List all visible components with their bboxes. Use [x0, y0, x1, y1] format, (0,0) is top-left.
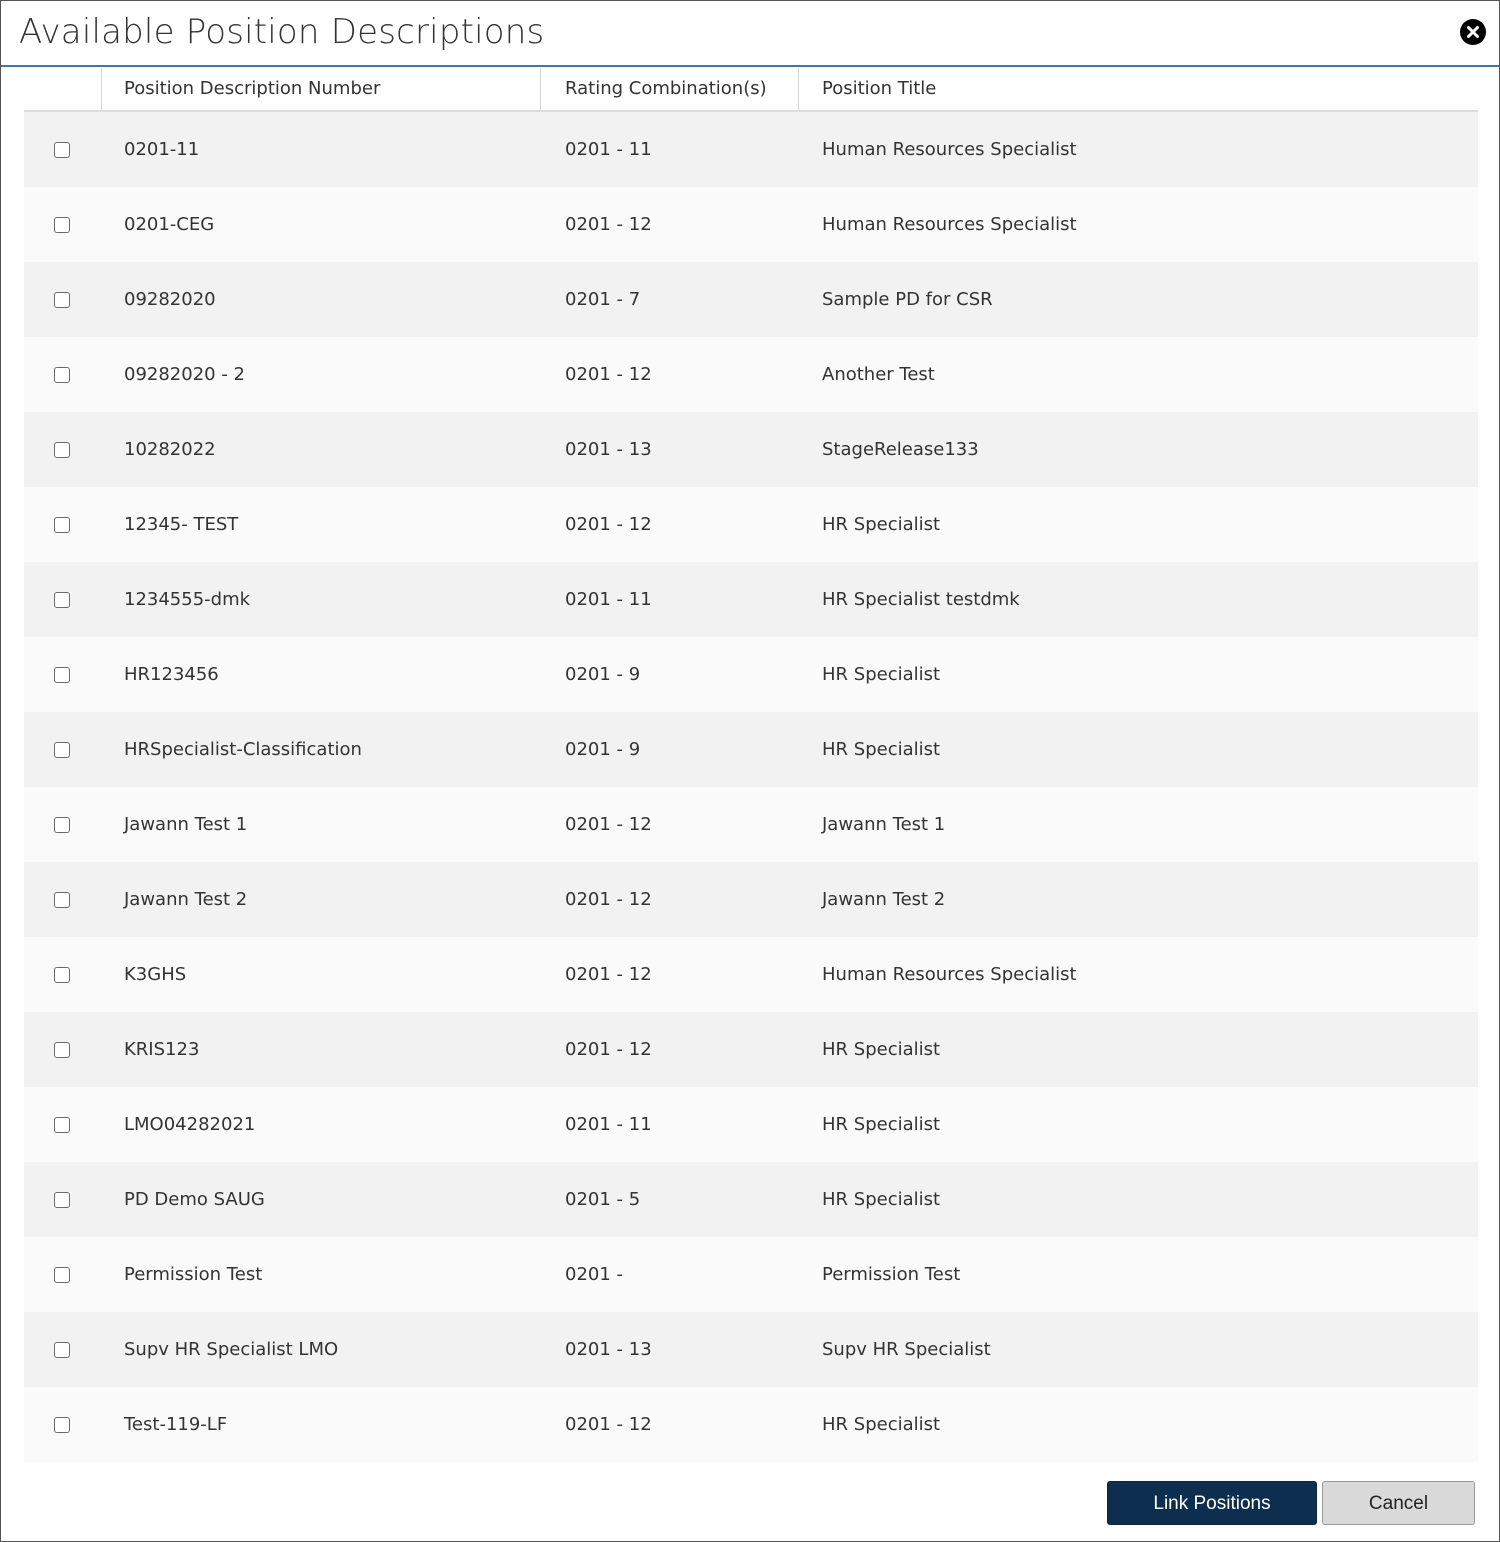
table-row[interactable]	[24, 1237, 1478, 1312]
cell-rating-combination: 0201 - 12	[565, 214, 652, 235]
cancel-button[interactable]: Cancel	[1322, 1481, 1475, 1525]
cell-position-title: Jawann Test 2	[822, 889, 946, 910]
row-checkbox[interactable]	[54, 742, 70, 758]
cell-pd-number: K3GHS	[124, 964, 187, 985]
table-row[interactable]	[24, 337, 1478, 412]
cell-position-title: Human Resources Specialist	[822, 214, 1077, 235]
row-checkbox[interactable]	[54, 292, 70, 308]
cell-pd-number: PD Demo SAUG	[124, 1189, 265, 1210]
column-header-title[interactable]: Position Title	[822, 78, 937, 99]
cell-rating-combination: 0201 - 11	[565, 589, 652, 610]
column-header-rating[interactable]: Rating Combination(s)	[565, 78, 767, 99]
cell-pd-number: 12345- TEST	[124, 514, 239, 535]
cell-position-title: Jawann Test 1	[822, 814, 946, 835]
cell-pd-number: 10282022	[124, 439, 216, 460]
cell-rating-combination: 0201 - 12	[565, 964, 652, 985]
cell-pd-number: Supv HR Specialist LMO	[124, 1339, 339, 1360]
table-row[interactable]	[24, 412, 1478, 487]
row-checkbox[interactable]	[54, 517, 70, 533]
row-checkbox[interactable]	[54, 142, 70, 158]
cell-rating-combination: 0201 - 11	[565, 1114, 652, 1135]
row-checkbox[interactable]	[54, 892, 70, 908]
table-body	[24, 112, 1478, 1462]
row-checkbox[interactable]	[54, 1342, 70, 1358]
cell-pd-number: HR123456	[124, 664, 219, 685]
cell-rating-combination: 0201 - 12	[565, 814, 652, 835]
cell-rating-combination: 0201 - 5	[565, 1189, 641, 1210]
cell-pd-number: 09282020	[124, 289, 216, 310]
cell-rating-combination: 0201 - 12	[565, 889, 652, 910]
cell-rating-combination: 0201 - 13	[565, 439, 652, 460]
cell-pd-number: Test-119-LF	[124, 1414, 228, 1435]
column-header-number[interactable]: Position Description Number	[124, 78, 381, 99]
close-icon[interactable]	[1460, 19, 1486, 45]
row-checkbox[interactable]	[54, 1417, 70, 1433]
positions-table	[24, 68, 1478, 1462]
cell-pd-number: KRIS123	[124, 1039, 200, 1060]
table-row[interactable]	[24, 712, 1478, 787]
cell-pd-number: 0201-CEG	[124, 214, 215, 235]
cell-position-title: Human Resources Specialist	[822, 139, 1077, 160]
cell-position-title: HR Specialist	[822, 1189, 941, 1210]
row-checkbox[interactable]	[54, 1192, 70, 1208]
cell-pd-number: HRSpecialist-Classification	[124, 739, 362, 760]
cell-rating-combination: 0201 - 11	[565, 139, 652, 160]
table-row[interactable]	[24, 187, 1478, 262]
table-header	[24, 68, 1478, 112]
table-row[interactable]	[24, 112, 1478, 187]
cell-position-title: HR Specialist	[822, 514, 941, 535]
cell-position-title: HR Specialist	[822, 664, 941, 685]
table-row[interactable]	[24, 937, 1478, 1012]
table-row[interactable]	[24, 862, 1478, 937]
cell-rating-combination: 0201 - 13	[565, 1339, 652, 1360]
cell-pd-number: Jawann Test 1	[124, 814, 248, 835]
table-row[interactable]	[24, 262, 1478, 337]
cell-position-title: Permission Test	[822, 1264, 961, 1285]
cell-rating-combination: 0201 - 9	[565, 664, 641, 685]
cell-pd-number: Permission Test	[124, 1264, 263, 1285]
cell-position-title: Supv HR Specialist	[822, 1339, 991, 1360]
cell-rating-combination: 0201 - 12	[565, 514, 652, 535]
cell-position-title: HR Specialist testdmk	[822, 589, 1020, 610]
table-row[interactable]	[24, 1312, 1478, 1387]
dialog-header	[1, 1, 1499, 67]
cell-pd-number: 1234555-dmk	[124, 589, 251, 610]
table-row[interactable]	[24, 1012, 1478, 1087]
row-checkbox[interactable]	[54, 1267, 70, 1283]
cell-position-title: StageRelease133	[822, 439, 979, 460]
row-checkbox[interactable]	[54, 967, 70, 983]
row-checkbox[interactable]	[54, 367, 70, 383]
row-checkbox[interactable]	[54, 817, 70, 833]
cell-position-title: HR Specialist	[822, 1039, 941, 1060]
cell-position-title: Human Resources Specialist	[822, 964, 1077, 985]
cell-pd-number: LMO04282021	[124, 1114, 256, 1135]
cell-rating-combination: 0201 - 12	[565, 1414, 652, 1435]
cell-pd-number: Jawann Test 2	[124, 889, 248, 910]
row-checkbox[interactable]	[54, 217, 70, 233]
table-row[interactable]	[24, 1387, 1478, 1462]
row-checkbox[interactable]	[54, 1117, 70, 1133]
row-checkbox[interactable]	[54, 667, 70, 683]
column-divider	[798, 68, 799, 110]
table-row[interactable]	[24, 1162, 1478, 1237]
cell-rating-combination: 0201 - 9	[565, 739, 641, 760]
cell-rating-combination: 0201 -	[565, 1264, 624, 1285]
row-checkbox[interactable]	[54, 1042, 70, 1058]
cell-pd-number: 0201-11	[124, 139, 200, 160]
column-divider	[540, 68, 541, 110]
cell-position-title: HR Specialist	[822, 1414, 941, 1435]
table-row[interactable]	[24, 637, 1478, 712]
cell-pd-number: 09282020 - 2	[124, 364, 246, 385]
cell-position-title: Another Test	[822, 364, 935, 385]
table-row[interactable]	[24, 787, 1478, 862]
table-row[interactable]	[24, 562, 1478, 637]
row-checkbox[interactable]	[54, 442, 70, 458]
cell-rating-combination: 0201 - 12	[565, 364, 652, 385]
table-row[interactable]	[24, 1087, 1478, 1162]
cell-position-title: HR Specialist	[822, 1114, 941, 1135]
cell-position-title: HR Specialist	[822, 739, 941, 760]
cell-rating-combination: 0201 - 12	[565, 1039, 652, 1060]
table-row[interactable]	[24, 487, 1478, 562]
link-positions-button[interactable]: Link Positions	[1107, 1481, 1317, 1525]
dialog-title: Available Position Descriptions	[19, 12, 545, 52]
row-checkbox[interactable]	[54, 592, 70, 608]
cell-rating-combination: 0201 - 7	[565, 289, 641, 310]
column-divider	[101, 68, 102, 110]
cell-position-title: Sample PD for CSR	[822, 289, 993, 310]
